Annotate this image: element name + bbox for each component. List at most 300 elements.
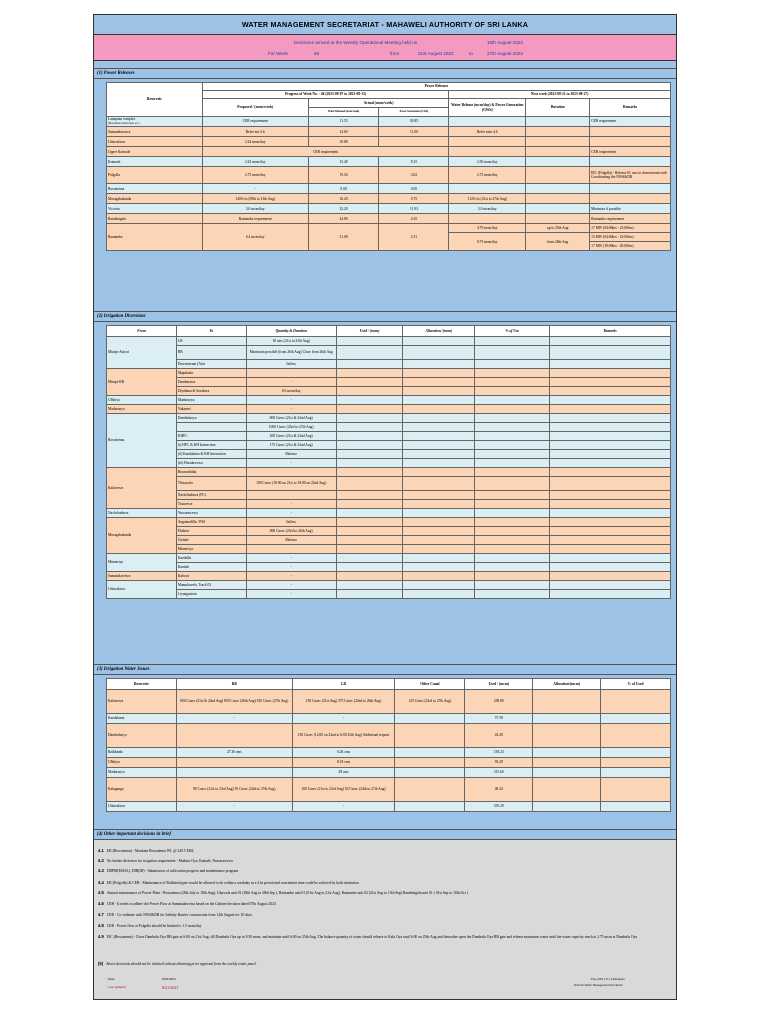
percent-use [475,337,550,346]
percent-use [475,441,550,450]
diversion-row [107,360,671,369]
to-canal: Kalwoa [176,572,246,581]
quantity-duration: - [246,581,336,590]
percent-use [475,468,550,477]
percent-use [475,360,550,369]
decision-note [98,912,668,917]
percent-use [475,590,550,599]
note-number: 4.6 [98,901,104,906]
diversion-row [107,563,671,572]
to-canal: Giritale [176,536,246,545]
used: 238.80 [465,690,533,714]
issue-row [107,768,671,778]
allocation [403,527,475,536]
percent-use [475,369,550,378]
other-canal [395,748,465,758]
allocation [403,468,475,477]
remarks [590,127,671,137]
remarks [550,468,671,477]
remarks [550,432,671,441]
col-header: Used / (mcm) [465,679,533,690]
used [336,432,403,441]
percent-used [601,748,671,758]
diversion-row [107,536,671,545]
water-release-next: 3.0 mcm/day [449,204,526,214]
other-decisions [94,840,676,1000]
diversion-row [107,423,671,432]
remarks [550,527,671,536]
reservoir-label: Victoria [108,206,120,211]
power-row [107,127,671,137]
reservoir-name: Maduruoya [107,768,177,778]
to-canal: Dambuluoya [176,414,246,423]
to-canal: KHFC [176,432,246,441]
power-generation: 11.00 [379,127,449,137]
duration [526,117,590,127]
used: 48.24 [465,778,533,802]
power-releases-table [106,82,671,251]
proposed: Refer not 4.6 [202,127,308,137]
col-header: Allocation /(mcm) [403,326,475,337]
note-text: EIC(Polgolla) & CEB - Maintenance of Bulkhead gate would be allowed to do within a weekday in a 4 hr period and convenient time could be selected by both institution [106,881,359,885]
from-reservoir: Kalawewa [107,468,177,509]
percent-use [475,572,550,581]
section-other-decisions-title: (4) Other important decisions in brief [94,829,676,840]
lb: 28 cms [292,768,395,778]
water-released: 16.20 [308,194,379,204]
used [336,387,403,396]
used: 315.60 [465,768,533,778]
allocation [403,590,475,599]
used [336,554,403,563]
water-released: 14.60 [308,127,379,137]
used: 93.29 [465,758,533,768]
quantity-duration: Maximum possible (from 26th Aug) Close from 26th Aug [246,346,336,360]
percent-use [475,346,550,360]
to-canal: Mamulawela, Track 03 [176,581,246,590]
percent-use [475,581,550,590]
quantity-duration: - [246,396,336,405]
rb [176,768,292,778]
reservoir-name [107,194,203,204]
quantity-duration: 1000 Cusec (23rd to 27th Aug) [246,423,336,432]
quantity-duration [246,491,336,500]
quantity-duration: - [246,509,336,518]
irrigation-water-issues-table [106,678,671,812]
to-canal: Kaudulla [176,554,246,563]
allocation [403,518,475,527]
to-canal: Vakaneri [176,405,246,414]
power-row [107,147,671,157]
duration: up to 25th Aug [526,224,590,233]
h-proposed: Proposed / (mcm/week) [202,99,308,117]
quantity-duration: 100 Cusec (18:00 on 21st to 18:00 on 22nd Aug) [246,477,336,491]
water-released: 11.55 [308,117,379,127]
section-irrigation-diversions-title: (2) Irrigation Diversions [94,311,676,322]
date-value: 8/09/2023 [162,977,176,981]
diversion-row [107,554,671,563]
for-week-label: For Week [268,51,288,56]
from-reservoir: Minipe Anicut [107,337,177,369]
allocation [403,423,475,432]
h-reservoir: Reservoir [107,83,203,117]
week-number: 48 [314,51,320,56]
duration [526,127,590,137]
allocation [533,724,601,748]
diversion-row [107,545,671,554]
used [336,590,403,599]
used [336,459,403,468]
to-canal: RB [176,346,246,360]
remarks: 15 MW (04:00hrs - 23:00hrs) [590,233,671,242]
used [336,509,403,518]
power-generation: 0.00 [379,184,449,194]
col-header: Reservoir [107,679,177,690]
proposed: 6.4 mcm/day [202,224,308,251]
to-canal: Nuwarawewa [176,509,246,518]
remarks: CEB requirement [590,147,671,157]
used [336,360,403,369]
percent-use [475,405,550,414]
to-canal: Dambarawa [176,378,246,387]
reservoir-label: Upper Kotmale [108,149,131,154]
used [336,545,403,554]
last-updated-label: Last updated [108,985,126,989]
from-date: 21st August 2023 [418,51,454,56]
to-canal: LB [176,337,246,346]
diversion-row [107,491,671,500]
duration [526,204,590,214]
used: 57.58 [465,714,533,724]
other-canal: 125 Cusec (23rd to 27th Aug) [395,690,465,714]
used [336,423,403,432]
percent-use [475,432,550,441]
to-canal: Kantale [176,563,246,572]
date-label: Date [108,977,115,981]
diversion-row [107,590,671,599]
from-reservoir: Moragahakanda [107,518,177,554]
duration [526,194,590,204]
water-released: 15.49 [308,157,379,167]
diversion-row [107,432,671,441]
decision-note [98,848,668,853]
to-label: to [469,51,473,56]
remarks [550,563,671,572]
reservoir-name: Dambuluoya [107,724,177,748]
used [336,468,403,477]
diversion-row [107,459,671,468]
reservoir-name [107,127,203,137]
reservoir-label: Randenigala [108,216,126,221]
note-number: 4.1 [98,848,104,853]
other-canal [395,768,465,778]
allocation [403,337,475,346]
allocation [403,360,475,369]
decision-note [98,858,668,863]
from-reservoir: Minipe RB [107,369,177,396]
reservoir-name [107,117,203,127]
to-canal: Thisawala [176,477,246,491]
water-release-next: Refer note 4.6 [449,127,526,137]
power-generation: 4.35 [379,214,449,224]
percent-use [475,518,550,527]
col-header: LB [292,679,395,690]
power-generation: 3.02 [379,167,449,184]
power-generation: 30.85 [379,117,449,127]
duration [526,137,590,147]
note-text: No further diversion for irrigation requirement - Maduru Oya, Kantale, Nuwarawewa [106,859,233,863]
quantity-duration: - [246,500,336,509]
quantity-duration: - [246,405,336,414]
water-release-next [449,184,526,194]
h-power-gen: Power Generation (GWh) [379,108,449,117]
col-header: Used / (mcm) [336,326,403,337]
note-text: CEB - Co-ordinate with NWS&DB for Salinity Barrier construction from 12th August for 10 days. [106,913,253,917]
water-release-next: 4.79 mcm/day [449,224,526,233]
rb: 80 Cusec (21st to 23rd Aug) 50 Cusec (24th to 27th Aug) [176,778,292,802]
reservoir-name [107,204,203,214]
diversion-row [107,572,671,581]
water-release-next [449,137,526,147]
diversion-row [107,405,671,414]
decision-note [98,901,668,906]
quantity-duration: - [246,590,336,599]
used [336,477,403,491]
reservoir-name: Kalawewa [107,690,177,714]
allocation [533,768,601,778]
quantity-duration: - [246,554,336,563]
diversion-row [107,450,671,459]
remarks [590,157,671,167]
quantity-duration: 800 Cusec (21st & 22nd Aug) [246,414,336,423]
note-number: 4.3 [98,868,104,873]
section-power-releases-title: (1) Power Releases [94,68,676,79]
rb: - [176,802,292,812]
quantity-duration: - [246,572,336,581]
diversion-row [107,396,671,405]
power-generation [379,137,449,147]
to-canal: Tisawewa [176,500,246,509]
page-title: WATER MANAGEMENT SECRETARIAT - MAHAWELI AUTHORITY OF SRI LANKA [94,15,676,35]
reservoir-name: Kalugango [107,778,177,802]
from-reservoir: Bowatenna [107,414,177,468]
remarks [550,545,671,554]
note-number: 4.8 [98,923,104,928]
diversion-row [107,369,671,378]
note-number: (5) [98,961,104,966]
reservoir-name: Rathkinda [107,748,177,758]
remarks: 17 MW (04:00hrs - 23:00hrs) [590,224,671,233]
col-header: Allocation/(mcm) [533,679,601,690]
to-canal: Downstream (Alut [176,360,246,369]
duration [526,214,590,224]
col-header: From [107,326,177,337]
decision-note [98,890,668,895]
allocation [403,450,475,459]
water-released: 24.80 [308,214,379,224]
allocation [403,414,475,423]
used [336,405,403,414]
note-number: 4.7 [98,912,104,917]
allocation [403,396,475,405]
diversion-row [107,387,671,396]
reservoir-name: Kandalama [107,714,177,724]
percent-use [475,459,550,468]
water-released: 32.20 [308,204,379,214]
remarks [590,137,671,147]
percent-use [475,423,550,432]
duration [526,157,590,167]
allocation [403,500,475,509]
used [336,369,403,378]
remarks [550,536,671,545]
allocation [403,387,475,396]
to-date: 27th August 2023 [487,51,523,56]
reservoir-name: Udawalawa [107,802,177,812]
remarks [550,405,671,414]
percent-use [475,387,550,396]
allocation [403,369,475,378]
duration: from 26th Aug [526,233,590,251]
col-header: % of Used [601,679,671,690]
power-row [107,117,671,127]
decision-note [98,880,668,885]
to-canal: Maduruoya [176,396,246,405]
proposed: 2.75 mcm/day [202,167,308,184]
used: 24.28 [465,724,533,748]
percent-used [601,802,671,812]
col-header: To [176,326,246,337]
allocation [533,758,601,768]
h-duration: Duration [526,99,590,117]
allocation [403,581,475,590]
h-power-releases: Power Releases [202,83,670,91]
remarks: Minimize if possible [590,204,671,214]
remarks [550,360,671,369]
rb: 27.36 cms [176,748,292,758]
power-row [107,214,671,224]
remarks [550,387,671,396]
irrigation-diversions-table [106,325,671,599]
h-actual: Actual (mcm/week) [308,99,449,108]
percent-used [601,778,671,802]
allocation [533,802,601,812]
allocation [533,690,601,714]
allocation [403,432,475,441]
diversion-row [107,477,671,491]
remarks [550,459,671,468]
used [336,527,403,536]
remarks [550,509,671,518]
quantity-duration: 18 cms (21st to 25th Aug) [246,337,336,346]
diversion-row [107,509,671,518]
percent-use [475,477,550,491]
used [336,346,403,360]
used [336,500,403,509]
from-reservoir: Ulhitiya [107,396,177,405]
other-canal [395,724,465,748]
reservoir-name [107,157,203,167]
quantity-duration: - [246,459,336,468]
used [336,563,403,572]
to-canal: Angamedilla / PSS [176,518,246,527]
power-generation: 0.75 [379,194,449,204]
to-canal: (iii) Huruluwewa [176,459,246,468]
remarks [550,590,671,599]
from-reservoir: Samanalawewa [107,572,177,581]
diversion-row [107,500,671,509]
last-updated-value: 8/21/2023 [162,985,179,990]
remarks [550,369,671,378]
reservoir-label: Lanapana complex [108,117,136,121]
meeting-banner [94,35,676,61]
water-release-next: 1120 cfs (21st to 27th Aug) [449,194,526,204]
reservoir-label: Samanalawewa [108,129,131,134]
quantity-duration: 800 Cusec (23rd to 26th Aug) [246,527,336,536]
to-canal: Minneriya [176,545,246,554]
quantity-duration [246,369,336,378]
remarks [550,450,671,459]
used [336,414,403,423]
lb: - [292,714,395,724]
other-canal [395,714,465,724]
used [336,441,403,450]
used [336,337,403,346]
quantity-duration: - [246,378,336,387]
h-water-release: Water Release (mcm/day) & Power Generation (GWh) [449,99,526,117]
remarks [550,423,671,432]
water-released: 19.54 [308,167,379,184]
percent-use [475,491,550,500]
water-release-next [449,214,526,224]
remarks [550,491,671,500]
remarks [550,441,671,450]
to-canal: Borawaththa [176,468,246,477]
decision-note [98,934,668,939]
reservoir-label: Bowatenna [108,186,125,191]
from-reservoir: Maduruoya [107,405,177,414]
remarks [550,581,671,590]
power-row [107,224,671,233]
remarks: CEB requirement [590,117,671,127]
water-release-next: 2.75 mcm/day [449,167,526,184]
remarks [550,477,671,491]
water-release-next [449,117,526,127]
quantity-duration [246,545,336,554]
quantity-duration: 175 Cusec (21st & 22nd Aug) [246,441,336,450]
used [336,536,403,545]
reservoir-name [107,137,203,147]
allocation [403,554,475,563]
percent-use [475,545,550,554]
percent-used [601,758,671,768]
allocation [533,714,601,724]
water-release-next: 0.75 mcm/day [449,233,526,251]
from-label: from [390,51,400,56]
power-row [107,157,671,167]
reservoir-name [107,184,203,194]
allocation [403,572,475,581]
power-row [107,167,671,184]
power-row [107,184,671,194]
issue-row [107,778,671,802]
used [336,396,403,405]
percent-used [601,768,671,778]
decision-note [98,923,668,928]
duration [526,167,590,184]
used [336,518,403,527]
to-canal: Diyabana & Sorabora [176,387,246,396]
